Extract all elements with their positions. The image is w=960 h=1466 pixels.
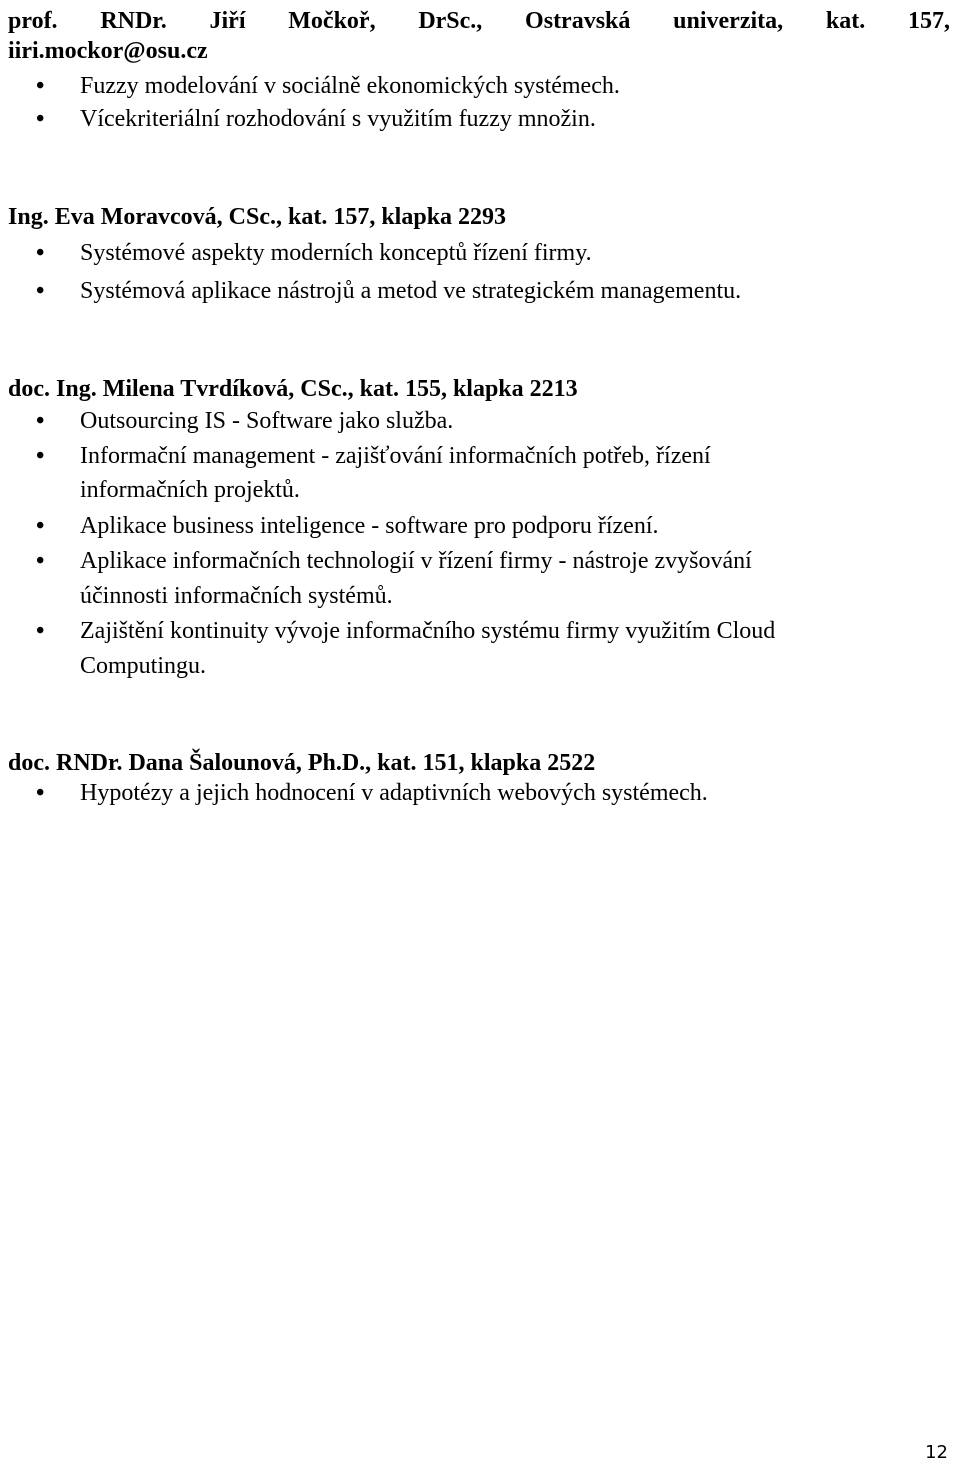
topic-item: Vícekriteriální rozhodování s využitím fuzzy množin. xyxy=(80,106,596,132)
bullet-point: • xyxy=(36,106,45,132)
topic-item: Informační management - zajišťování informačních potřeb, řízení xyxy=(80,443,711,469)
bullet-point: • xyxy=(36,548,45,574)
bullet-point: • xyxy=(36,780,45,806)
bullet-point: • xyxy=(36,513,45,539)
topic-item-continuation: Computingu. xyxy=(80,653,207,679)
bullet-point: • xyxy=(36,408,45,434)
topic-item: Aplikace business inteligence - software pro podporu řízení. xyxy=(80,513,659,539)
topic-item-continuation: informačních projektů. xyxy=(80,477,300,503)
supervisor-email: iiri.mockor@osu.cz xyxy=(8,38,208,64)
topic-item: Systémové aspekty moderních konceptů řízení firmy. xyxy=(80,240,592,266)
bullet-point: • xyxy=(36,73,45,99)
topic-item: Hypotézy a jejich hodnocení v adaptivních webových systémech. xyxy=(80,780,708,806)
supervisor-heading-mockor: prof. RNDr. Jiří Močkoř, DrSc., Ostravská univerzita, kat. 157, xyxy=(8,8,950,34)
bullet-point: • xyxy=(36,618,45,644)
bullet-point: • xyxy=(36,240,45,266)
page-number: 12 xyxy=(925,1442,948,1463)
topic-item: Systémová aplikace nástrojů a metod ve strategickém managementu. xyxy=(80,278,742,304)
topic-item-continuation: účinnosti informačních systémů. xyxy=(80,583,393,609)
supervisor-heading-tvrdikova: doc. Ing. Milena Tvrdíková, CSc., kat. 155, klapka 2213 xyxy=(8,376,578,402)
topic-item: Zajištění kontinuity vývoje informačního systému firmy využitím Cloud xyxy=(80,618,776,644)
bullet-point: • xyxy=(36,443,45,469)
topic-item: Fuzzy modelování v sociálně ekonomických systémech. xyxy=(80,73,620,99)
supervisor-heading-moravcova: Ing. Eva Moravcová, CSc., kat. 157, klapka 2293 xyxy=(8,204,507,230)
topic-item: Aplikace informačních technologií v řízení firmy - nástroje zvyšování xyxy=(80,548,752,574)
bullet-point: • xyxy=(36,278,45,304)
topic-item: Outsourcing IS - Software jako služba. xyxy=(80,408,454,434)
supervisor-heading-salounova: doc. RNDr. Dana Šalounová, Ph.D., kat. 151, klapka 2522 xyxy=(8,750,596,776)
